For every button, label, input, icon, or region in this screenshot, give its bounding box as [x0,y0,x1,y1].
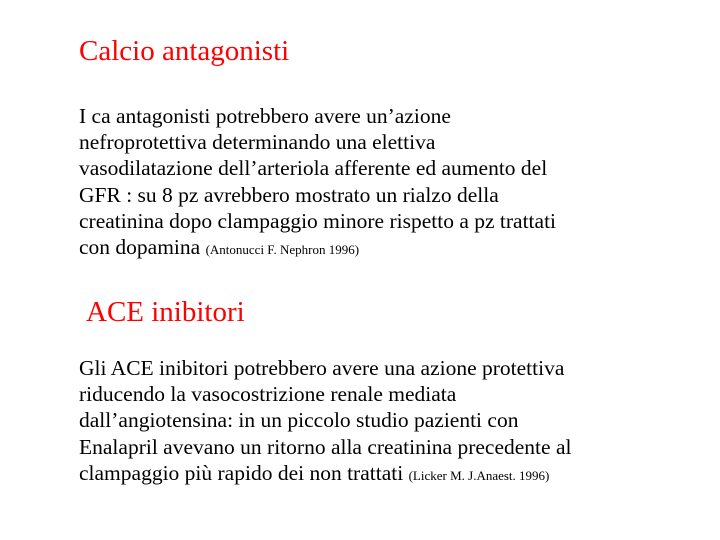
text-line: dall’angiotensina: in un piccolo studio pazienti con [79,408,519,433]
paragraph-ace-inibitori [79,355,679,489]
text-line: vasodilatazione dell’arteriola afferente ed aumento del [79,156,548,181]
text-line: Gli ACE inibitori potrebbero avere una azione protettiva [79,356,565,380]
heading-calcio-antagonisti: Calcio antagonisti [79,35,290,67]
text-line: nefroprotettiva determinando una elettiva [79,130,436,155]
text-line-with-citation [79,460,679,489]
citation: (Licker M. J.Anaest. 1996) [408,467,550,483]
paragraph-calcio-antagonisti [79,103,679,263]
text-line: creatinina dopo clampaggio minore rispetto a pz trattati [79,208,557,233]
text-line-with-citation [79,234,679,263]
text-line: I ca antagonisti potrebbero avere un’azione [79,104,451,128]
text-line: Enalapril avevano un ritorno alla creatinina precedente al [79,434,572,459]
heading-ace-inibitori: ACE inibitori [86,296,245,328]
text-line: clampaggio più rapido dei non trattati [79,460,409,485]
text-line: riducendo la vasocostrizione renale mediata [79,382,457,407]
citation: (Antonucci F. Nephron 1996) [205,242,360,258]
text-line: GFR : su 8 pz avrebbero mostrato un rialzo della [79,182,499,207]
text-line: con dopamina [79,235,206,260]
